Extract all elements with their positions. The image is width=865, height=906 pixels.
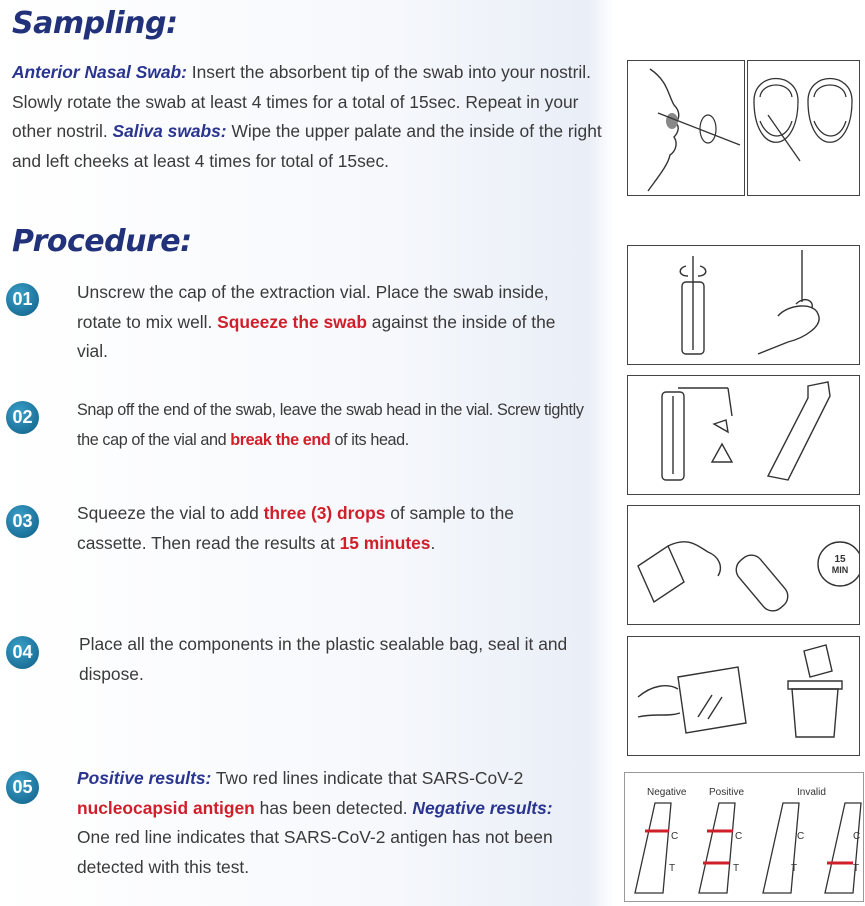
cassette-timer-illustration	[628, 506, 859, 624]
step-02-part-a: Snap off the end of the swab, leave the swab head in the vial. Screw tightly the cap of the vial and	[77, 401, 584, 449]
step-02-badge: 02	[6, 401, 39, 434]
timer-unit: MIN	[831, 565, 849, 575]
step-03-badge: 03	[6, 505, 39, 538]
negative-result-label: Negative	[647, 787, 687, 798]
step-04-figure	[627, 636, 860, 756]
invalid1-c-label: C	[797, 831, 805, 842]
step-05-text	[77, 764, 587, 882]
positive-result-label: Positive	[709, 787, 745, 798]
nasal-swab-illustration	[628, 61, 744, 195]
snap-swab-illustration	[628, 376, 859, 494]
positive-c-label: C	[735, 831, 743, 842]
step-04-badge: 04	[6, 636, 39, 669]
step-03-part-a: Squeeze the vial to add	[77, 503, 264, 523]
invalid2-c-label: C	[853, 831, 861, 842]
step-04-text	[79, 630, 614, 689]
step-03-emphasis-drops: three (3) drops	[263, 503, 386, 523]
step-02-part-b: of its head.	[330, 430, 409, 449]
step-03-part-b: of sample to the cassette. Then read the results at	[77, 503, 514, 553]
dispose-bag-illustration	[628, 637, 859, 755]
anterior-text: Insert the absorbent tip of the swab into your nostril. Slowly rotate the swab at least 4 times for a total of 15sec. Repeat in your other nostril.	[12, 62, 591, 141]
saliva-swab-figure	[747, 60, 860, 196]
step-05-emphasis: nucleocapsid antigen	[77, 797, 255, 818]
negative-c-label: C	[671, 831, 679, 842]
step-01-part-a: Unscrew the cap of the extraction vial. Place the swab inside, rotate to mix well.	[77, 282, 549, 332]
step-01-figure	[627, 245, 860, 365]
step-05-part-a: Two red lines indicate that SARS-CoV-2	[211, 768, 524, 788]
step-05-part-b: has been detected.	[254, 797, 413, 818]
step-04-part-a: Place all the components in the plastic sealable bag, seal it and dispose.	[79, 634, 568, 684]
sampling-heading: Sampling:	[12, 6, 178, 41]
results-figure	[624, 772, 864, 902]
saliva-label: Saliva swabs:	[112, 121, 227, 141]
positive-label: Positive results:	[77, 768, 212, 788]
step-01-emphasis: Squeeze the swab	[217, 311, 367, 332]
step-02-text	[77, 396, 587, 455]
step-03-emphasis-minutes: 15 minutes	[339, 532, 431, 553]
step-05-badge: 05	[6, 771, 39, 804]
negative-t-label: T	[669, 863, 676, 874]
negative-label: Negative results:	[412, 797, 553, 818]
mouth-illustration	[748, 61, 859, 195]
step-01-text	[77, 278, 587, 367]
step-02-emphasis: break the end	[230, 430, 331, 449]
vial-swab-illustration	[628, 246, 859, 364]
positive-t-label: T	[733, 863, 740, 874]
nasal-swab-figure	[627, 60, 745, 196]
sampling-paragraph	[12, 58, 607, 176]
invalid2-t-label: T	[853, 863, 860, 874]
step-01-part-b: against the inside of the vial.	[77, 311, 556, 361]
step-03-part-c: .	[430, 532, 436, 553]
invalid1-t-label: T	[791, 863, 798, 874]
step-03-text	[77, 499, 537, 558]
step-01-badge: 01	[6, 283, 39, 316]
step-02-figure	[627, 375, 860, 495]
invalid-result-label: Invalid	[797, 787, 826, 798]
anterior-label: Anterior Nasal Swab:	[12, 62, 187, 82]
step-03-figure	[627, 505, 860, 625]
saliva-text: Wipe the upper palate and the inside of the right and left cheeks at least 4 times for total of 15sec.	[12, 121, 602, 171]
timer-value: 15	[834, 554, 846, 565]
procedure-heading: Procedure:	[12, 224, 192, 259]
test-results-illustration	[625, 773, 863, 901]
step-05-part-c: One red line indicates that SARS-CoV-2 antigen has not been detected with this test.	[77, 827, 553, 877]
